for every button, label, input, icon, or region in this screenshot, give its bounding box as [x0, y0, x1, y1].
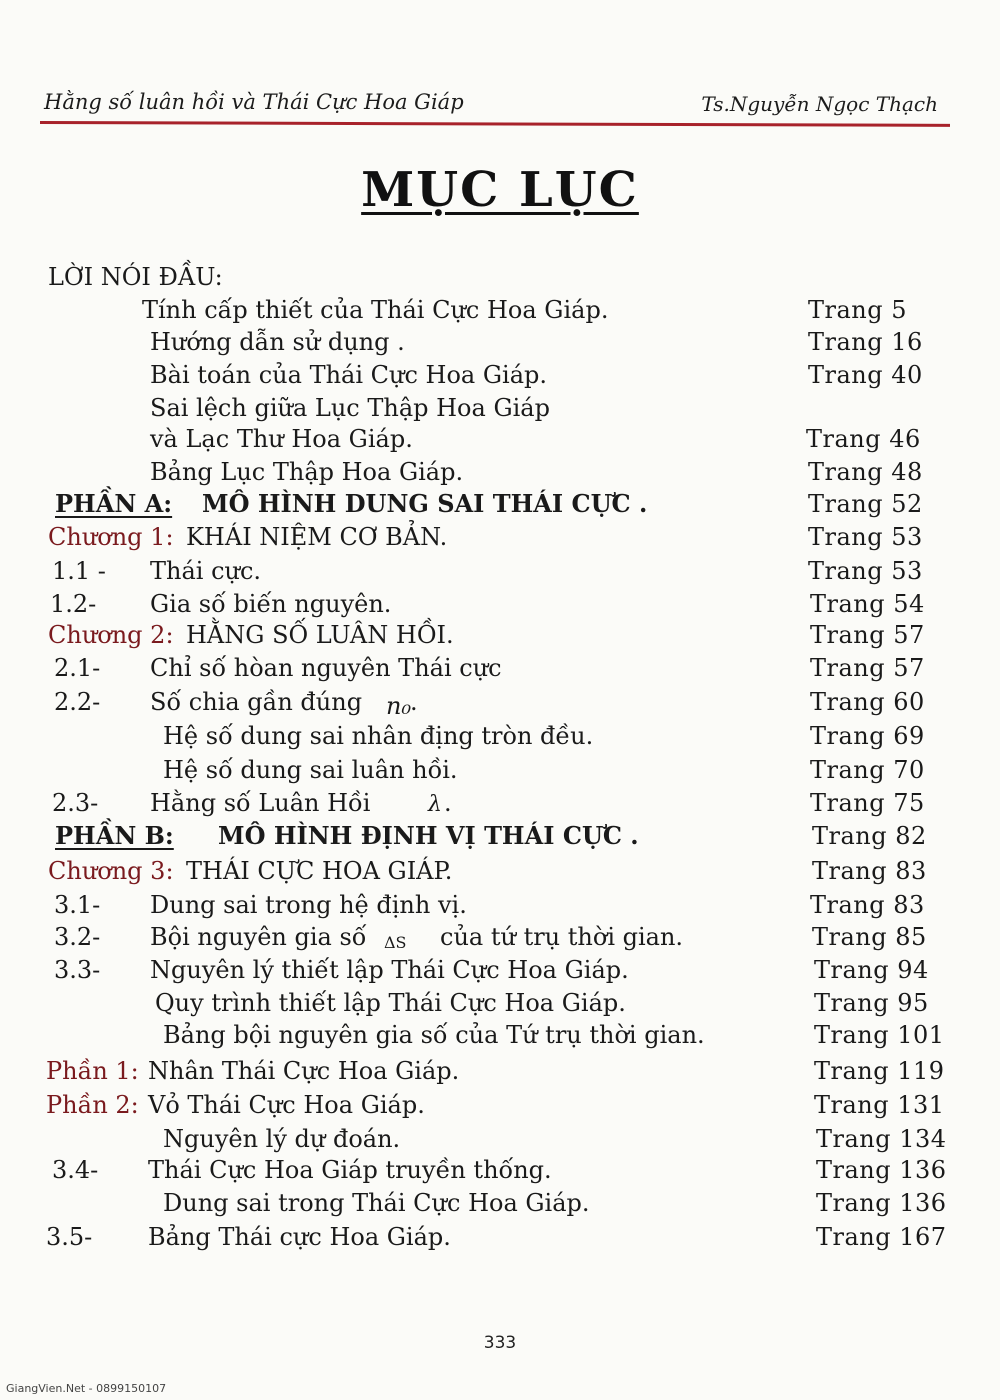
toc-page-ref: Trang 75: [810, 789, 925, 817]
toc-entry-text: và Lạc Thư Hoa Giáp.: [150, 425, 413, 453]
toc-page-ref: Trang 52: [808, 490, 923, 518]
running-header-title: Hằng số luân hồi và Thái Cực Hoa Giáp: [44, 90, 464, 114]
toc-entry[interactable]: [0, 988, 1000, 1022]
toc-page-ref: Trang 136: [816, 1189, 947, 1217]
toc-entry-text: Dung sai trong hệ định vị.: [150, 891, 467, 919]
toc-entry-text: Tính cấp thiết của Thái Cực Hoa Giáp.: [142, 296, 609, 324]
toc-page-ref: Trang 57: [810, 654, 925, 682]
page-number: 333: [483, 1333, 517, 1353]
toc-entry[interactable]: [0, 457, 1000, 491]
toc-chapter-row[interactable]: [0, 856, 1000, 890]
toc-entry-text: Nhân Thái Cực Hoa Giáp.: [148, 1057, 460, 1085]
toc-page-ref: Trang 53: [808, 523, 923, 551]
toc-page-ref: Trang 136: [816, 1156, 947, 1184]
toc-entry-text: Chỉ số hòan nguyên Thái cực: [150, 654, 502, 682]
toc-page-ref: Trang 70: [810, 756, 925, 784]
toc-entry[interactable]: [0, 1124, 1000, 1158]
toc-entry[interactable]: [0, 955, 1000, 989]
toc-page-ref: Trang 54: [810, 590, 925, 618]
toc-chapter-row[interactable]: [0, 620, 1000, 654]
toc-subpart-row[interactable]: [0, 1056, 1000, 1090]
toc-entry-text: Số chia gần đúng: [150, 688, 363, 716]
toc-subpart-label: Phần 2:: [46, 1091, 139, 1119]
toc-math-symbol: n₀: [386, 692, 412, 720]
toc-entry[interactable]: [0, 922, 1000, 956]
toc-entry-number: 3.4-: [52, 1156, 99, 1184]
toc-entry[interactable]: [0, 755, 1000, 789]
toc-entry-number: 1.1 -: [52, 557, 106, 585]
toc-entry[interactable]: [0, 687, 1000, 721]
toc-page-ref: Trang 46: [806, 425, 921, 453]
toc-page-ref: Trang 48: [808, 458, 923, 486]
toc-entry-text: Sai lệch giữa Lục Thập Hoa Giáp: [150, 394, 550, 422]
toc-entry[interactable]: [0, 788, 1000, 822]
toc-entry-number: 1.2-: [50, 590, 97, 618]
toc-preface-row: [0, 262, 1000, 296]
toc-part-row[interactable]: [0, 821, 1000, 855]
toc-entry-text: THÁI CỰC HOA GIÁP.: [186, 857, 453, 885]
toc-entry-text: MÔ HÌNH DUNG SAI THÁI CỰC .: [202, 489, 648, 518]
toc-part-row[interactable]: [0, 489, 1000, 523]
toc-entry[interactable]: [0, 295, 1000, 329]
toc-entry-text: Hệ số dung sai luân hồi.: [163, 756, 458, 784]
toc-page-ref: Trang 69: [810, 722, 925, 750]
toc-entry-text: Hằng số Luân Hồi: [150, 789, 371, 817]
toc-page-ref: Trang 5: [808, 296, 908, 324]
toc-entry-text-after: .: [410, 688, 418, 716]
toc-page-ref: Trang 16: [808, 328, 923, 356]
toc-entry[interactable]: [0, 393, 1000, 427]
toc-entry-text-after: .: [444, 789, 452, 817]
toc-entry[interactable]: [0, 1020, 1000, 1054]
toc-entry-number: 3.1-: [54, 891, 101, 919]
toc-part-label: PHẦN A:: [55, 489, 173, 518]
toc-entry[interactable]: [0, 556, 1000, 590]
toc-entry-text: HẰNG SỐ LUÂN HỒI.: [186, 621, 454, 649]
toc-entry[interactable]: [0, 360, 1000, 394]
toc-entry-number: 3.5-: [46, 1223, 93, 1251]
toc-entry-text: Gia số biến nguyên.: [150, 590, 392, 618]
toc-entry[interactable]: [0, 1188, 1000, 1222]
toc-chapter-label: Chương 1:: [48, 523, 174, 551]
toc-chapter-row[interactable]: [0, 522, 1000, 556]
toc-chapter-label: Chương 2:: [48, 621, 174, 649]
toc-page-ref: Trang 83: [810, 891, 925, 919]
toc-entry[interactable]: [0, 424, 1000, 458]
toc-entry-text: Nguyên lý dự đoán.: [163, 1125, 401, 1153]
toc-entry-text: Dung sai trong Thái Cực Hoa Giáp.: [163, 1189, 590, 1217]
toc-entry[interactable]: [0, 1222, 1000, 1256]
toc-entry[interactable]: [0, 589, 1000, 623]
toc-entry-text: Bảng Thái cực Hoa Giáp.: [148, 1223, 451, 1251]
toc-entry[interactable]: [0, 890, 1000, 924]
toc-math-symbol: λ: [428, 792, 442, 817]
toc-page-ref: Trang 57: [810, 621, 925, 649]
toc-entry[interactable]: [0, 327, 1000, 361]
toc-page-ref: Trang 167: [816, 1223, 947, 1251]
toc-page-ref: Trang 131: [814, 1091, 945, 1119]
toc-subpart-label: Phần 1:: [46, 1057, 139, 1085]
toc-entry-text: KHÁI NIỆM CƠ BẢN.: [186, 523, 448, 551]
page-title: MỤC LỤC: [361, 162, 639, 218]
toc-entry-text: Hệ số dung sai nhân địng tròn đều.: [163, 722, 594, 750]
toc-chapter-label: Chương 3:: [48, 857, 174, 885]
toc-page-ref: Trang 119: [814, 1057, 945, 1085]
toc-entry-text: MÔ HÌNH ĐỊNH VỊ THÁI CỰC .: [218, 821, 639, 850]
toc-entry-text: Bảng Lục Thập Hoa Giáp.: [150, 458, 464, 486]
toc-entry-number: 2.3-: [52, 789, 99, 817]
toc-page-ref: Trang 101: [814, 1021, 945, 1049]
toc-page-ref: Trang 60: [810, 688, 925, 716]
toc-entry-number: 2.2-: [54, 688, 101, 716]
toc-page-ref: Trang 134: [816, 1125, 947, 1153]
toc-entry-text: Nguyên lý thiết lập Thái Cực Hoa Giáp.: [150, 956, 629, 984]
toc-entry-number: 3.3-: [54, 956, 101, 984]
toc-section-label: LỜI NÓI ĐẦU:: [48, 263, 223, 291]
toc-entry-text: Bài toán của Thái Cực Hoa Giáp.: [150, 361, 548, 389]
toc-entry-text: Thái cực.: [150, 557, 262, 585]
toc-entry-text: Bội nguyên gia số: [150, 923, 367, 951]
running-header-author: Ts.Nguyễn Ngọc Thạch: [701, 92, 938, 116]
toc-entry-text: Bảng bội nguyên gia số của Tứ trụ thời gian.: [163, 1021, 705, 1049]
toc-entry-number: 3.2-: [54, 923, 101, 951]
toc-page-ref: Trang 83: [812, 857, 927, 885]
toc-entry[interactable]: [0, 721, 1000, 755]
toc-math-symbol: ΔS: [384, 933, 407, 952]
toc-entry-text: Thái Cực Hoa Giáp truyền thống.: [148, 1156, 552, 1184]
toc-entry-number: 2.1-: [54, 654, 101, 682]
watermark-text: GiangVien.Net - 0899150107: [6, 1382, 167, 1395]
toc-entry-text: Hướng dẫn sử dụng .: [150, 328, 405, 356]
toc-entry[interactable]: [0, 1155, 1000, 1189]
toc-page-ref: Trang 53: [808, 557, 923, 585]
toc-subpart-row[interactable]: [0, 1090, 1000, 1124]
toc-page-ref: Trang 85: [812, 923, 927, 951]
toc-part-label: PHẦN B:: [55, 821, 174, 850]
toc-page-ref: Trang 82: [812, 822, 927, 850]
toc-page-ref: Trang 94: [814, 956, 929, 984]
toc-entry-text: Vỏ Thái Cực Hoa Giáp.: [148, 1091, 425, 1119]
toc-page-ref: Trang 40: [808, 361, 923, 389]
toc-entry-text-after: của tứ trụ thời gian.: [440, 923, 684, 951]
header-divider: [40, 121, 950, 127]
toc-entry[interactable]: [0, 653, 1000, 687]
toc-entry-text: Quy trình thiết lập Thái Cực Hoa Giáp.: [155, 989, 626, 1017]
toc-page-ref: Trang 95: [814, 989, 929, 1017]
